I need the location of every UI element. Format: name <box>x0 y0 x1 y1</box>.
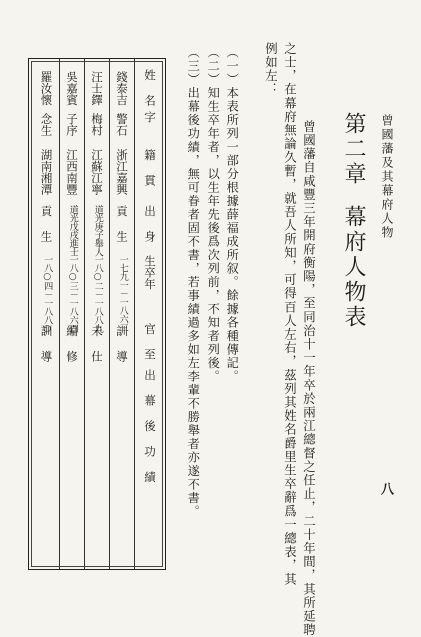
cell-office: 未 仕 <box>90 325 105 362</box>
cell-birth: 一八○二－一八八九 <box>92 255 103 333</box>
cell-office: 訓 導 <box>39 325 54 362</box>
running-title: 曾國藩及其幕府人物 <box>380 114 394 240</box>
cell-origin: 貢 生 <box>115 205 130 242</box>
header-origin: 出 身 <box>143 205 158 242</box>
staff-table <box>28 58 166 570</box>
header-zi: 字 <box>143 111 158 123</box>
note-item: （三）出幕後功績，無可眷者固不書，若事績過多如左李輩不勝舉者亦遂不書。 <box>186 46 201 519</box>
cell-name: 吳嘉賓 <box>65 71 80 106</box>
cell-native: 浙江嘉興 <box>115 149 130 195</box>
cell-post <box>110 369 134 559</box>
chapter-heading <box>342 112 364 330</box>
cell-zi: 子序 <box>65 113 80 136</box>
cell-name: 錢泰吉 <box>115 71 130 106</box>
cell-birth: 一八○四－一八八○ <box>42 255 53 334</box>
note-item: （一）本表所列一部分根據薛福成所叙。餘據各種傳記。 <box>225 46 240 384</box>
chapter-title: 幕府人物表 <box>341 205 366 330</box>
cell-zi: 警石 <box>115 113 130 136</box>
cell-post <box>85 369 109 559</box>
header-native: 籍 貫 <box>143 149 158 186</box>
cell-birth: 一七九一－一八六三 <box>117 255 128 332</box>
cell-office: 訓 導 <box>115 325 130 362</box>
header-name: 姓 名 <box>143 69 158 106</box>
cell-zi: 梅村 <box>90 113 105 136</box>
cell-post <box>60 369 84 559</box>
intro-line: 曾國藩自咸豐三年開府衡陽，至同治十一年卒於兩江總督之任止，二十年間，其所延聘 <box>301 120 317 637</box>
cell-origin: 道光戊戌進士 <box>67 205 78 256</box>
intro-line: 之士，在幕府無論久暫，就吾人所知，可得百人左右，茲列其姓名爵里生卒辭爲一總表，其 <box>282 42 298 586</box>
cell-zi: 念生 <box>39 113 54 136</box>
cell-origin: 貢 生 <box>39 205 54 242</box>
cell-office: 編 修 <box>65 325 80 362</box>
note-item: （二）知生卒年者，以生年先後爲次列前，不知者列後。 <box>206 46 221 384</box>
cell-name: 汪士鐸 <box>90 71 105 106</box>
table-row <box>60 59 84 569</box>
chapter-number: 第二章 <box>341 112 366 187</box>
header-office: 官 至 <box>143 323 158 360</box>
cell-post <box>34 369 59 559</box>
table-row <box>34 59 59 569</box>
page-number: 八 <box>378 482 393 495</box>
intro-line: 例如左： <box>263 42 279 97</box>
cell-native: 湖南湘潭 <box>39 149 54 195</box>
table-row <box>110 59 134 569</box>
header-post: 出 幕 後 功 績 <box>143 369 158 483</box>
table-row <box>85 59 109 569</box>
header-birth: 生卒年 <box>143 255 158 290</box>
cell-native: 江西南豐 <box>65 149 80 195</box>
cell-birth: 一八○三－一八六四 <box>67 255 78 333</box>
table-header-column <box>135 59 165 569</box>
cell-native: 江蘇江寧 <box>90 149 105 195</box>
cell-origin: 道光庚子舉人 <box>92 205 103 256</box>
cell-name: 羅汝懷 <box>39 71 54 106</box>
